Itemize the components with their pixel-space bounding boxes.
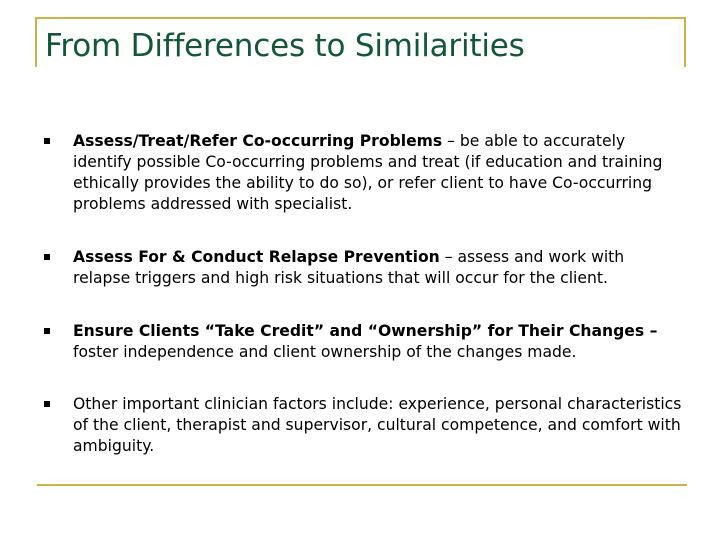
bullet-lead: Assess For & Conduct Relapse Prevention [73,248,440,266]
bullet-lead: Assess/Treat/Refer Co-occurring Problems [73,132,443,150]
bullet-square-icon [44,328,50,334]
bullet-separator: – [439,248,458,266]
frame-top-rule [36,17,686,19]
bullet-square-icon [44,138,50,144]
bullet-square-icon [44,401,50,407]
bottom-rule [37,484,687,486]
bullet-text [73,321,685,363]
bullet-body: assess and work with relapse triggers and high risk situations that will occur for the client. [73,248,625,287]
bullet-body: foster independence and client ownership of the changes made. [73,343,577,361]
bullet-text [73,247,685,289]
bullet-body: Other important clinician factors include: experience, personal characteristics of the client, therapist and supervisor, cultural competence, and comfort with ambiguity. [73,395,682,455]
bullet-square-icon [44,254,50,260]
bullet-text [73,394,685,457]
slide-title: From Differences to Similarities [45,28,525,64]
bullet-lead: Ensure Clients “Take Credit” and “Ownership” for Their Changes – [73,322,658,340]
bullet-body: be able to accurately identify possible Co-occurring problems and treat (if education and training ethically provides the ability to do so), or refer client to have Co-occurring problems addressed with specialist. [73,132,663,213]
frame-left-rule [35,17,37,67]
bullet-separator: – [442,132,460,150]
frame-right-rule [684,17,686,67]
bullet-text [73,131,685,215]
